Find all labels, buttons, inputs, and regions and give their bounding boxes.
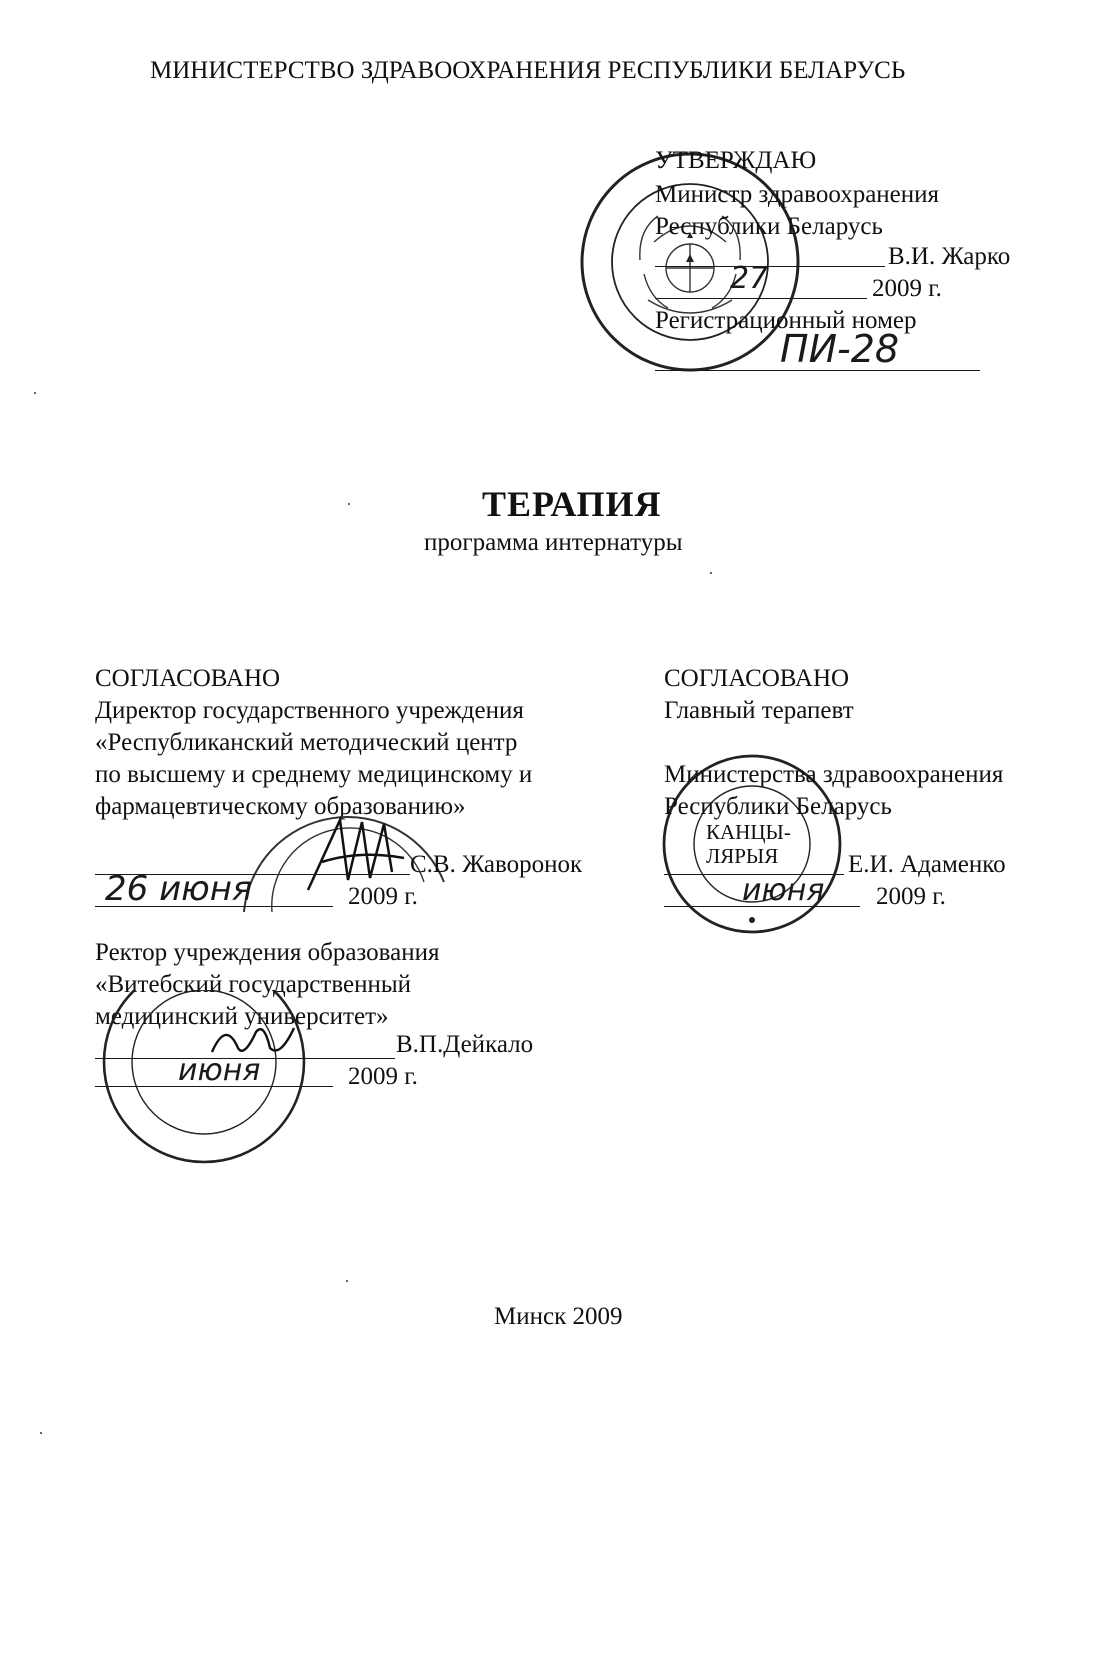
agreed-right-name: Е.И. Адаменко: [848, 851, 1006, 878]
agreed-left-date-year: 2009 г.: [348, 883, 418, 910]
agreed-left-line-2: «Республиканский методический центр: [95, 729, 518, 756]
agreed-right-date-year: 2009 г.: [876, 883, 946, 910]
approval-line-2: Республики Беларусь: [655, 213, 883, 240]
agreed-right-line-3: Республики Беларусь: [664, 793, 892, 820]
office-seal-center-text: КАНЦЫ-ЛЯРЫЯ: [706, 820, 791, 868]
approval-date-year: 2009 г.: [872, 275, 942, 302]
scan-speck: [40, 1432, 42, 1434]
agreed-left-line-1: Директор государственного учреждения: [95, 697, 524, 724]
agreed-left-line-4: фармацевтическому образованию»: [95, 793, 466, 820]
ministry-header: МИНИСТЕРСТВО ЗДРАВООХРАНЕНИЯ РЕСПУБЛИКИ БЕЛАРУСЬ: [150, 57, 906, 84]
agreed-rector-line-3: медицинский университет»: [95, 1003, 389, 1030]
agreed-rector-name: В.П.Дейкало: [396, 1031, 534, 1058]
agreed-rector-line-1: Ректор учреждения образования: [95, 939, 440, 966]
approval-handwritten-mark: 27: [730, 261, 769, 296]
agreed-rector-date-handwritten: июня: [178, 1053, 261, 1088]
scan-speck: [346, 1280, 348, 1282]
document-title: ТЕРАПИЯ: [482, 484, 662, 524]
agreed-rector-line-2: «Витебский государственный: [95, 971, 412, 998]
registration-label: Регистрационный номер: [655, 307, 917, 334]
scan-speck: [348, 503, 350, 505]
agreed-right-heading: СОГЛАСОВАНО: [664, 665, 850, 692]
agreed-left-date-handwritten: 26 июня: [105, 869, 253, 909]
approval-name: В.И. Жарко: [888, 243, 1011, 270]
registration-number: ПИ-28: [780, 327, 900, 371]
approval-signature-line: [655, 266, 885, 267]
agreed-left-line-3: по высшему и среднему медицинскому и: [95, 761, 533, 788]
approval-date-line: [655, 298, 867, 299]
scan-speck: [710, 572, 712, 574]
agreed-left-name: С.В. Жаворонок: [410, 851, 583, 878]
agreed-rector-date-year: 2009 г.: [348, 1063, 418, 1090]
agreed-right-date-handwritten: июня: [742, 873, 825, 908]
agreed-right-line-1: Главный терапевт: [664, 697, 854, 724]
approval-line-1: Министр здравоохранения: [655, 181, 940, 208]
agreed-right-line-2: Министерства здравоохранения: [664, 761, 1004, 788]
approval-heading: УТВЕРЖДАЮ: [655, 147, 817, 174]
document-subtitle: программа интернатуры: [424, 529, 683, 556]
scan-speck: [34, 392, 36, 394]
city-year-footer: Минск 2009: [494, 1303, 623, 1330]
agreed-left-heading: СОГЛАСОВАНО: [95, 665, 281, 692]
